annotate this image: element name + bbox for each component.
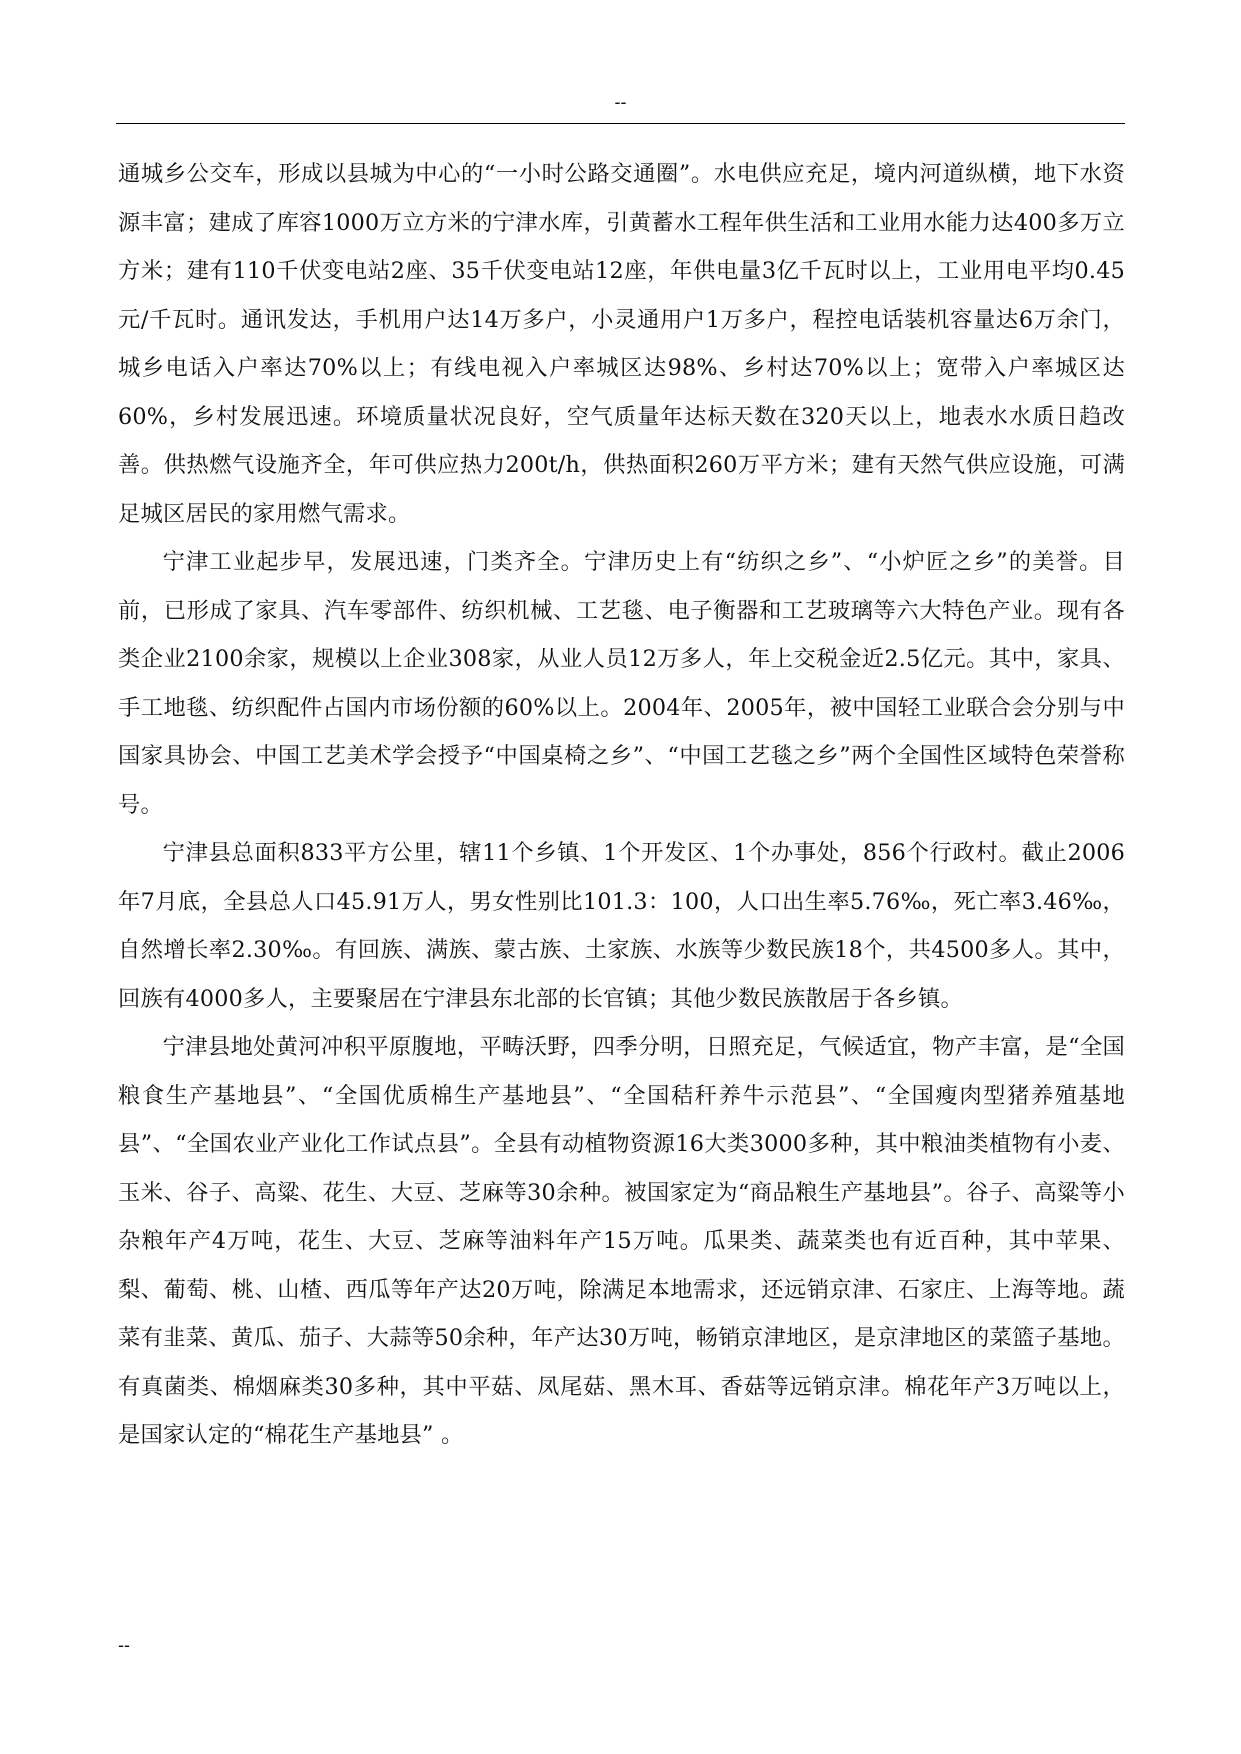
paragraph-industry: 宁津工业起步早，发展迅速，门类齐全。宁津历史上有“纺织之乡”、“小炉匠之乡”的美誉。目前，已形成了家具、汽车零部件、纺织机械、工艺毯、电子衡器和工艺玻璃等六大特色产业。现有各类企业2100余家，规模以上企业308家，从业人员12万多人，年上交税金近2.5亿元。其中，家具、手工地毯、纺织配件占国内市场份额的60%以上。2004年、2005年，被中国轻工业联合会分别与中国家具协会、中国工艺美术学会授予“中国桌椅之乡”、“中国工艺毯之乡”两个全国性区域特色荣誉称号。 bbox=[118, 549, 1125, 818]
paragraph-agriculture: 宁津县地处黄河冲积平原腹地，平畴沃野，四季分明，日照充足，气候适宜，物产丰富，是“全国粮食生产基地县”、“全国优质棉生产基地县”、“全国秸秆养牛示范县”、“全国瘦肉型猪养殖基地县”、“全国农业产业化工作试点县”。全县有动植物资源16大类3000多种，其中粮油类植物有小麦、玉米、谷子、高粱、花生、大豆、芝麻等30余种。被国家定为“商品粮生产基地县”。谷子、高粱等小杂粮年产4万吨，花生、大豆、芝麻等油料年产15万吨。瓜果类、蔬菜类也有近百种，其中苹果、梨、葡萄、桃、山楂、西瓜等年产达20万吨，除满足本地需求，还远销京津、石家庄、上海等地。蔬菜有韭菜、黄瓜、茄子、大蒜等50余种，年产达30万吨，畅销京津地区，是京津地区的菜篮子基地。有真菌类、棉烟麻类30多种，其中平菇、凤尾菇、黑木耳、香菇等远销京津。棉花年产3万吨以上，是国家认定的“棉花生产基地县” 。 bbox=[118, 1034, 1125, 1448]
page-footer-mark: -- bbox=[118, 1635, 130, 1655]
document-body bbox=[118, 150, 1125, 1460]
page-header-mark: -- bbox=[614, 92, 627, 112]
header-divider bbox=[116, 123, 1125, 124]
paragraph-infrastructure: 通城乡公交车，形成以县城为中心的“一小时公路交通圈”。水电供应充足，境内河道纵横，地下水资源丰富；建成了库容1000万立方米的宁津水库，引黄蓄水工程年供生活和工业用水能力达400多万立方米；建有110千伏变电站2座、35千伏变电站12座，年供电量3亿千瓦时以上，工业用电平均0.45元/千瓦时。通讯发达，手机用户达14万多户，小灵通用户1万多户，程控电话装机容量达6万余门，城乡电话入户率达70%以上；有线电视入户率城区达98%、乡村达70%以上；宽带入户率城区达60%，乡村发展迅速。环境质量状况良好，空气质量年达标天数在320天以上，地表水水质日趋改善。供热燃气设施齐全，年可供应热力200t/h，供热面积260万平方米；建有天然气供应设施，可满足城区居民的家用燃气需求。 bbox=[118, 161, 1125, 527]
paragraph-population: 宁津县总面积833平方公里，辖11个乡镇、1个开发区、1个办事处，856个行政村。截止2006年7月底，全县总人口45.91万人，男女性别比101.3：100，人口出生率5.76‰，死亡率3.46‰，自然增长率2.30‰。有回族、满族、蒙古族、土家族、水族等少数民族18个，共4500多人。其中，回族有4000多人，主要聚居在宁津县东北部的长官镇；其他少数民族散居于各乡镇。 bbox=[118, 840, 1125, 1012]
